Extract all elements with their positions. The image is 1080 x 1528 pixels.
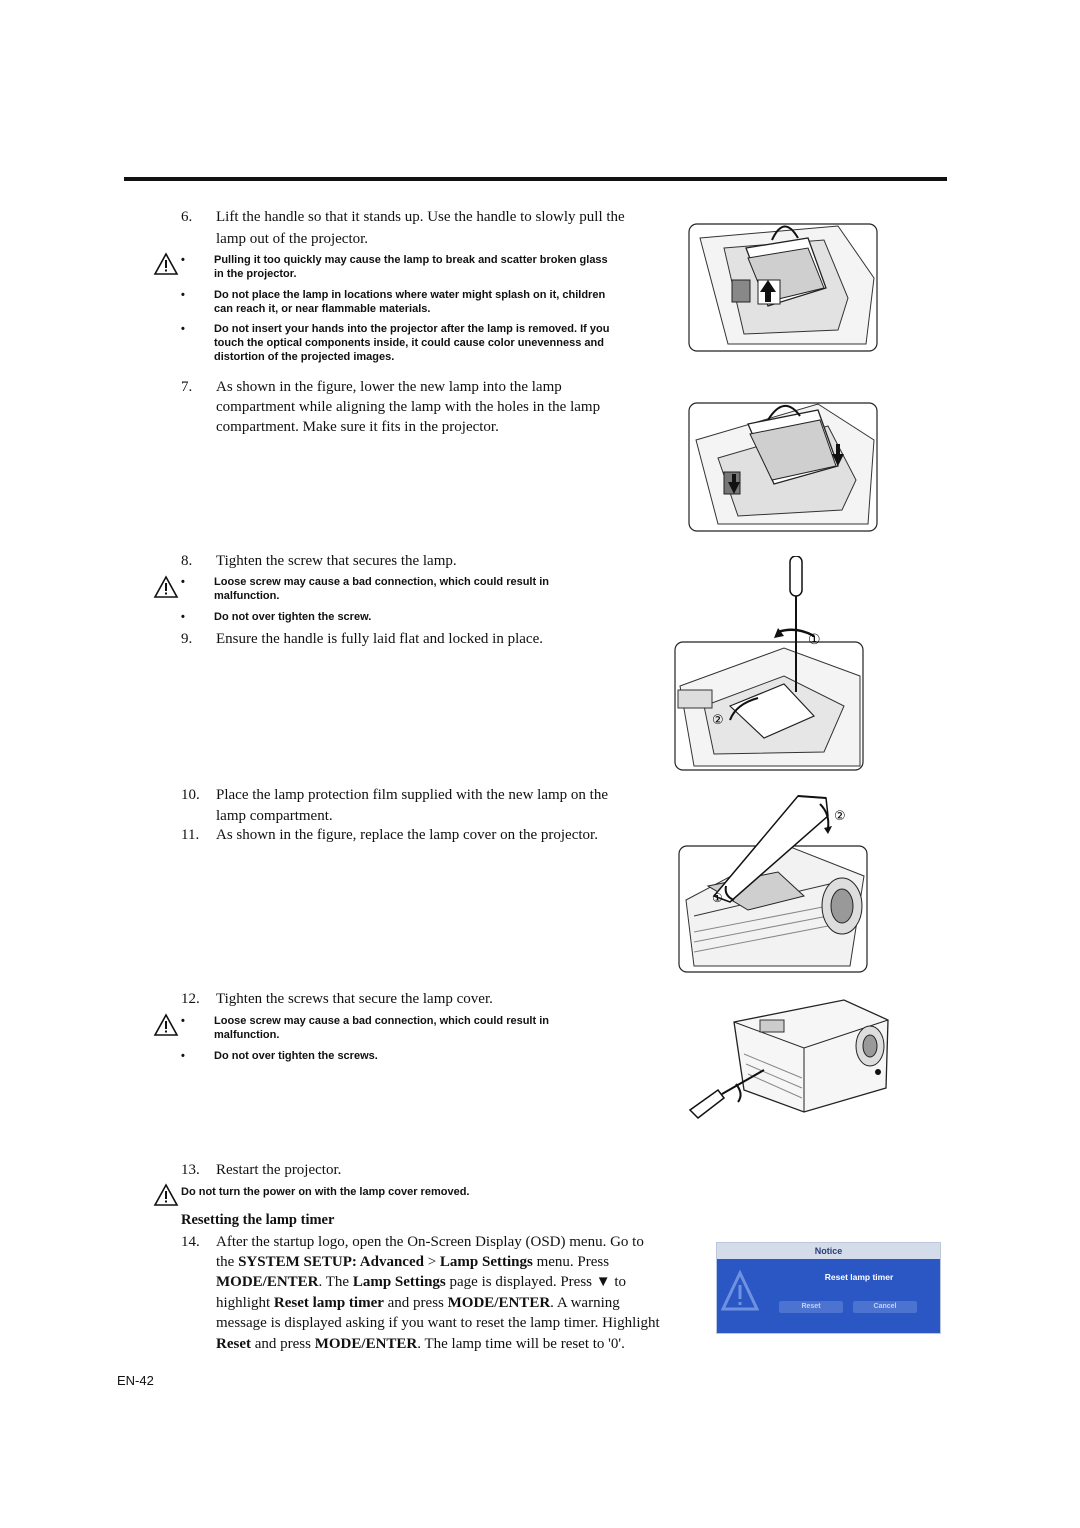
warning-icon (721, 1265, 759, 1325)
callout-2: ② (712, 713, 724, 728)
lamp-cover-figure (678, 786, 868, 974)
osd-notice-screenshot (716, 1242, 941, 1334)
caution-icon (153, 575, 179, 599)
callout-2: ② (834, 809, 846, 824)
lamp-removal-figure (688, 218, 878, 352)
caution-icon (153, 1183, 179, 1207)
caution-icon (153, 252, 179, 276)
callout-1: ① (712, 891, 723, 905)
osd-message: Reset lamp timer (824, 1272, 894, 1282)
cancel-button[interactable]: Cancel (853, 1301, 917, 1313)
section-heading: Resetting the lamp timer (181, 1212, 335, 1228)
warning-item: Do not turn the power on with the lamp cover removed. (181, 1186, 470, 1198)
callout-1: ① (808, 632, 821, 648)
projector-screws-figure (684, 998, 890, 1128)
caution-icon (153, 1013, 179, 1037)
reset-button[interactable]: Reset (779, 1301, 843, 1313)
header-rule (124, 177, 947, 181)
page-number: EN-42 (117, 1373, 154, 1388)
osd-title: Notice (717, 1243, 940, 1259)
screw-tighten-figure (674, 556, 864, 772)
lamp-insert-figure (688, 400, 878, 532)
